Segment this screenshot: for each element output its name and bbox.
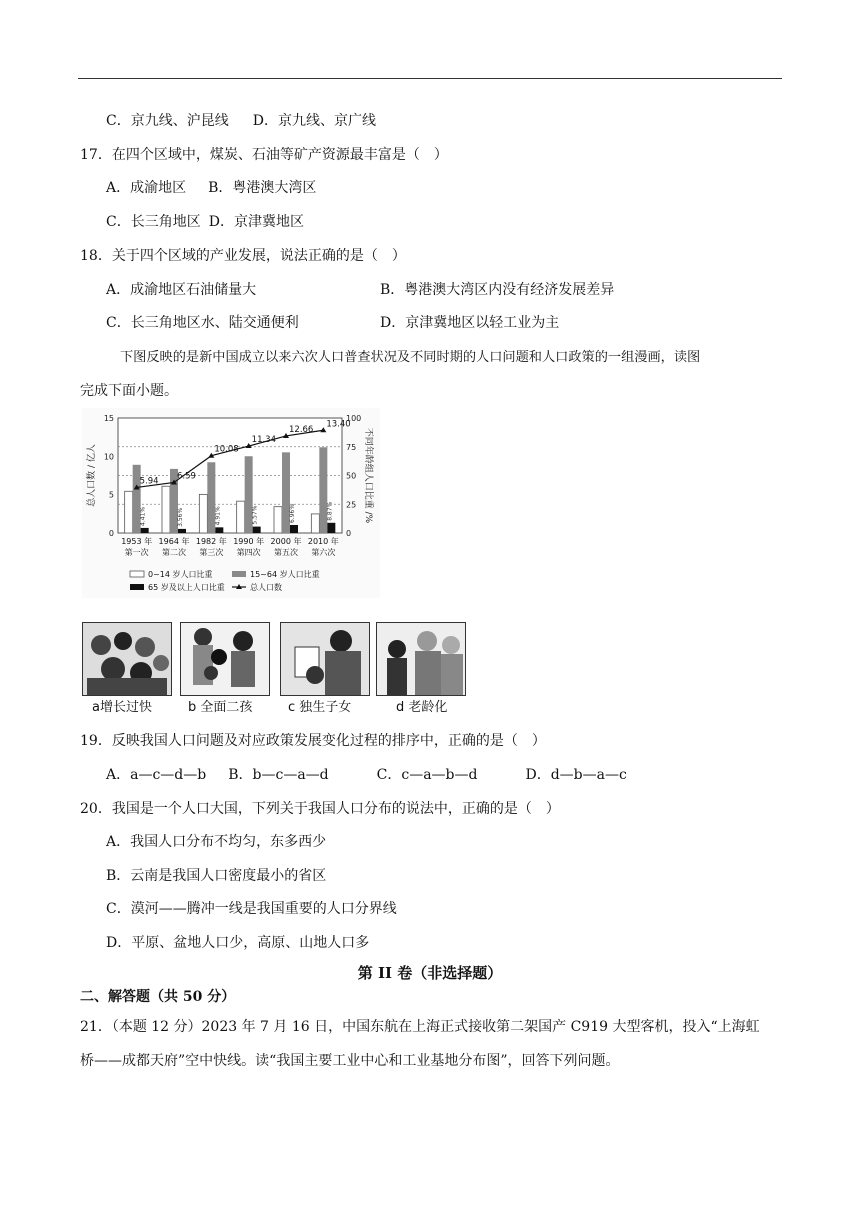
q18-option-d: D．京津冀地区以轻工业为主 <box>380 315 560 331</box>
q17-option-d: D．京津冀地区 <box>208 214 304 230</box>
q16-option-c: C．京九线、沪昆线 <box>106 113 229 129</box>
x-tick-round: 第五次 <box>274 548 298 557</box>
intro-line-1: 下图反映的是新中国成立以来六次人口普查状况及不同时期的人口问题和人口政策的一组漫画，读图 <box>120 350 701 365</box>
cartoon-c-image <box>280 622 370 696</box>
q19-option-a: A．a—c—d—b <box>106 767 207 783</box>
legend-label-15-64: 15~64 岁人口比重 <box>250 570 320 579</box>
intro-line-2: 完成下面小题。 <box>80 383 178 399</box>
cartoon-d-caption: d 老龄化 <box>396 700 448 715</box>
old-age-pct-label: 6.96% <box>289 503 296 523</box>
q19-option-b: B．b—c—a—d <box>228 767 329 783</box>
left-tick-label: 0 <box>108 529 114 538</box>
part-2-title: 第 II 卷（非选择题） <box>357 964 503 982</box>
bar-0-14 <box>125 491 133 533</box>
old-age-pct-label: 5.57% <box>251 505 259 525</box>
q20-option-a: A．我国人口分布不均匀，东多西少 <box>106 834 327 850</box>
q20-option-c: C．漠河——腾冲一线是我国重要的人口分界线 <box>106 901 397 917</box>
x-tick-round: 第四次 <box>236 548 261 557</box>
bar-65-plus <box>253 527 261 533</box>
left-tick-label: 10 <box>103 452 114 462</box>
bar-0-14 <box>311 514 319 533</box>
q17-stem: 17．在四个区域中，煤炭、石油等矿产资源最丰富是（ ） <box>80 147 448 163</box>
bar-65-plus <box>178 529 186 533</box>
population-census-chart <box>82 408 382 600</box>
old-age-pct-label: 4.41% <box>139 506 147 526</box>
right-tick-label: 0 <box>346 529 352 538</box>
q18-option-a: A．成渝地区石油储量大 <box>106 282 257 298</box>
total-population-label: 10.08 <box>214 444 239 455</box>
legend-swatch-0-14 <box>130 571 144 577</box>
x-tick-year: 1982 年 <box>195 537 227 546</box>
q18-stem: 18．关于四个区域的产业发展，说法正确的是（ ） <box>80 248 406 264</box>
cartoon-b-image <box>180 622 270 696</box>
x-tick-round: 第二次 <box>162 548 186 557</box>
legend-swatch-65-plus <box>130 584 144 590</box>
q17-option-a: A．成渝地区 <box>106 180 187 196</box>
q20-option-b: B．云南是我国人口密度最小的省区 <box>106 868 327 884</box>
q18-option-b: B．粤港澳大湾区内没有经济发展差异 <box>380 282 615 298</box>
bar-65-plus <box>141 528 149 533</box>
total-population-label: 13.40 <box>326 419 351 430</box>
x-tick-year: 2000 年 <box>270 537 302 546</box>
q21-line-2: 桥——成都天府”空中快线。读“我国主要工业中心和工业基地分布图”，回答下列问题。 <box>80 1053 620 1069</box>
q17-options-ab <box>106 178 316 198</box>
cartoon-a-caption: a增长过快 <box>92 700 152 715</box>
x-tick-year: 1953 年 <box>121 537 153 546</box>
right-tick-label: 100 <box>346 414 362 423</box>
x-tick-round: 第六次 <box>311 548 336 557</box>
x-tick-year: 1964 年 <box>158 537 190 546</box>
x-tick-round: 第三次 <box>199 548 224 557</box>
right-tick-label: 50 <box>346 471 357 481</box>
q16-options <box>106 111 376 131</box>
section-2-heading: 二、解答题（共 50 分） <box>80 989 236 1005</box>
legend-label-0-14: 0~14 岁人口比重 <box>148 570 213 579</box>
q20-option-d: D．平原、盆地人口少，高原、山地人口多 <box>106 935 370 951</box>
total-population-label: 12.66 <box>289 424 314 435</box>
q20-stem: 20．我国是一个人口大国，下列关于我国人口分布的说法中，正确的是（ ） <box>80 801 560 817</box>
total-population-label: 11.34 <box>251 435 277 446</box>
q17-option-c: C．长三角地区 <box>106 214 201 230</box>
legend-label-65-plus: 65 岁及以上人口比重 <box>148 583 225 592</box>
total-population-label: 6.59 <box>177 471 196 482</box>
cartoon-b-caption: b 全面二孩 <box>188 700 253 715</box>
old-age-pct-label: 4.91% <box>214 506 222 526</box>
y-axis-title-right: 不同年龄组人口比重 /% <box>363 427 373 524</box>
q16-option-d: D．京九线、京广线 <box>252 113 376 129</box>
x-tick-round: 第一次 <box>124 548 149 557</box>
x-tick-year: 2010 年 <box>307 537 339 546</box>
header-rule <box>78 78 782 79</box>
bar-65-plus <box>215 527 223 533</box>
cartoon-d-image <box>376 622 466 696</box>
bar-65-plus <box>290 525 298 533</box>
bar-0-14 <box>162 486 170 533</box>
q19-stem: 19．反映我国人口问题及对应政策发展变化过程的排序中，正确的是（ ） <box>80 733 546 749</box>
q17-option-b: B．粤港澳大湾区 <box>208 180 317 196</box>
old-age-pct-label: 3.56% <box>177 507 184 527</box>
cartoon-c-caption: c 独生子女 <box>288 700 352 715</box>
left-tick-label: 15 <box>103 414 114 423</box>
q18-option-c: C．长三角地区水、陆交通便利 <box>106 315 299 331</box>
q17-options-cd <box>106 212 304 232</box>
q19-option-d: D．d—b—a—c <box>525 767 627 783</box>
legend-swatch-15-64 <box>232 571 246 577</box>
right-tick-label: 25 <box>346 500 357 510</box>
legend-label-total: 总人口数 <box>250 583 282 592</box>
bar-0-14 <box>199 494 207 533</box>
q19-options <box>106 765 627 785</box>
q19-option-c: C．c—a—b—d <box>376 767 478 783</box>
bar-0-14 <box>237 501 245 533</box>
bar-0-14 <box>274 507 282 533</box>
x-tick-year: 1990 年 <box>233 537 265 546</box>
cartoon-a-image <box>82 622 172 696</box>
total-population-label: 5.94 <box>139 476 159 487</box>
right-tick-label: 75 <box>346 442 357 452</box>
old-age-pct-label: 8.87% <box>326 501 334 521</box>
bar-65-plus <box>327 523 335 533</box>
q21-line-1: 21．（本题 12 分）2023 年 7 月 16 日，中国东航在上海正式接收第二架国产 C919 大型客机，投入“上海虹 <box>80 1019 760 1035</box>
y-axis-title-left: 总人口数 / 亿人 <box>87 444 97 507</box>
left-tick-label: 5 <box>108 490 114 500</box>
